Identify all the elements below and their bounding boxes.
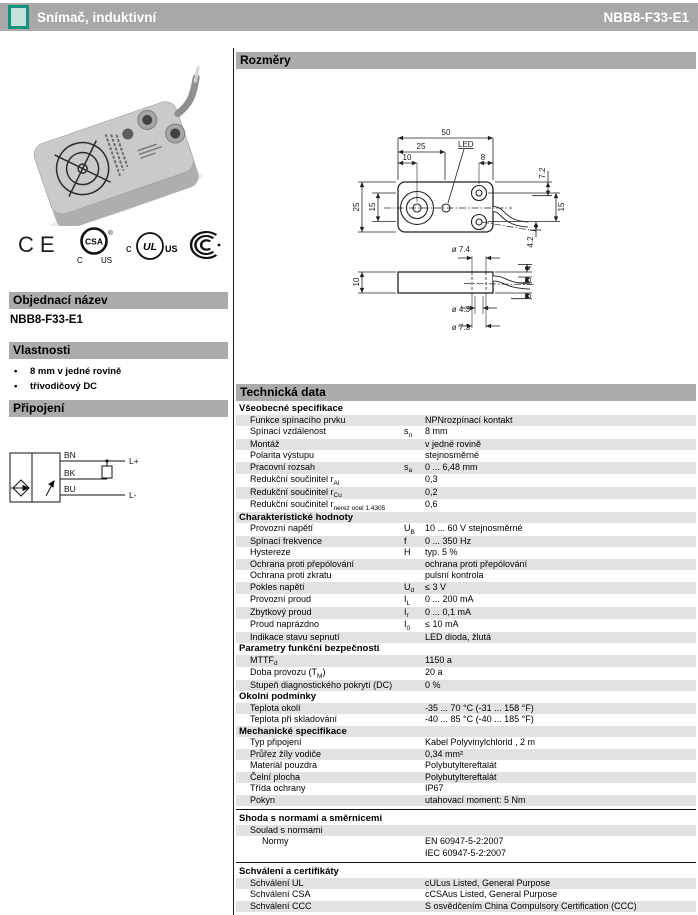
spec-row: Redukční součinitel $r_{Cu}$ 0,2 <box>236 487 696 500</box>
spec-row: Hystereze H typ. 5 % <box>250 547 458 557</box>
spec-section-row: Schválení a certifikáty <box>239 866 339 877</box>
column-divider <box>233 48 234 915</box>
features-list <box>10 364 225 394</box>
wire-bn-label: BN <box>64 450 76 460</box>
page-title: Snímač, induktivní <box>37 9 157 25</box>
dim-7-2: 7.2 <box>538 167 547 179</box>
dim-10-side: 10 <box>352 277 361 287</box>
spec-row: Teplota okolí -35 ... 70 °C (-31 ... 158 °F) <box>236 703 696 715</box>
dim-3b: 3 <box>524 293 533 299</box>
spec-row: Zbytkový proud $I_r$ 0 ... 0,1 mA <box>236 607 696 620</box>
spec-row: Třída ochrany IP67 <box>250 783 444 793</box>
spec-section-row: Okolní podmínky <box>239 691 317 702</box>
spec-row: Materiál pouzdra Polybutyltereftalát <box>250 760 497 770</box>
dim-25-left: 25 <box>352 202 361 212</box>
spec-row: Soulad s normami <box>236 825 696 837</box>
spec-row: Polarita výstupu stejnosměrné <box>250 450 480 460</box>
dim-50: 50 <box>441 128 451 137</box>
dim-25-top: 25 <box>416 142 426 151</box>
spec-row: Ochrana proti přepólování ochrana proti přepólování <box>236 559 696 571</box>
product-code: NBB8-F33-E1 <box>603 9 689 25</box>
spec-row: Proud naprázdno $I_0$ ≤ 10 mA <box>250 619 459 632</box>
spec-row: Pokyn utahovací moment: 5 Nm <box>236 795 696 807</box>
ul-mark-icon <box>123 230 179 264</box>
spec-row: Montáž v jedné rovině <box>236 439 696 451</box>
dim-dia-4-3: ø 4.3 <box>451 305 470 314</box>
dim-dia-7-3: ø 7.3 <box>451 323 470 332</box>
brand-logo-icon <box>8 5 29 29</box>
technical-table <box>236 403 696 912</box>
csa-mark-icon <box>72 226 118 266</box>
spec-row: Provozní proud $I_L$ 0 ... 200 mA <box>250 594 474 607</box>
wiring-diagram <box>8 445 158 513</box>
svg-text:UL: UL <box>143 241 157 253</box>
feature-item: • třívodičový DC <box>10 379 225 394</box>
spec-row: Schválení UL cULus Listed, General Purpose <box>236 878 696 890</box>
order-name: NBB8-F33-E1 <box>10 314 83 326</box>
dim-dia-7-4: ø 7.4 <box>451 245 470 254</box>
spec-row: Provozní napětí $U_B$ 10 ... 60 V stejnosměrné <box>250 523 523 536</box>
dim-4-2: 4.2 <box>526 236 535 248</box>
spec-row: Schválení CSA cCSAus Listed, General Purpose <box>250 889 558 899</box>
svg-text:CSA: CSA <box>85 236 103 247</box>
dim-8: 8 <box>480 153 486 162</box>
dimension-drawing <box>236 72 698 378</box>
spec-row: Průřez žíly vodiče 0,34 mm² <box>236 749 696 761</box>
product-photo <box>10 54 222 226</box>
dim-15-right: 15 <box>557 202 566 212</box>
order-name-header: Objednací název <box>9 292 228 309</box>
svg-text:c: c <box>126 243 132 255</box>
wire-bk-label: BK <box>64 468 76 478</box>
led-label: LED <box>458 140 474 149</box>
spec-section-row: Charakteristické hodnoty <box>236 512 696 524</box>
svg-text:US: US <box>101 256 113 265</box>
spec-row: Redukční součinitel $r_{Al}$ 0,3 <box>250 474 438 487</box>
connection-header: Připojení <box>9 400 228 417</box>
spec-row: $MTTF_d$ 1150 a <box>236 655 696 668</box>
ce-mark-icon: CE <box>18 232 61 257</box>
spec-section-row: Mechanické specifikace <box>236 726 696 738</box>
spec-row: Ochrana proti zkratu pulsní kontrola <box>250 570 484 580</box>
svg-text:US: US <box>165 244 178 254</box>
feature-item: • 8 mm v jedné rovině <box>10 364 225 379</box>
dim-3a: 3 <box>524 277 533 283</box>
spec-row: Stupeň diagnostického pokrytí (DC) 0 % <box>236 680 696 692</box>
dimension-lines <box>358 138 560 328</box>
spec-section-row: Všeobecné specifikace <box>239 403 344 414</box>
spec-row: Spínací vzdálenost $s_n$ 8 mm <box>250 426 448 439</box>
header-banner <box>0 3 698 31</box>
svg-text:C: C <box>77 256 83 265</box>
spec-row: Pokles napětí $U_d$ ≤ 3 V <box>236 582 696 595</box>
spec-row: Typ připojení Kabel Polyvinylchlorid , 2 m <box>250 737 536 747</box>
spec-section-row: Parametry funkční bezpečnosti <box>239 643 380 654</box>
ccc-mark-icon <box>182 230 230 262</box>
wire-bu-label: BU <box>64 484 76 494</box>
dim-4: 4 <box>524 265 533 271</box>
top-view <box>384 182 536 232</box>
spec-row: Čelní plocha Polybutyltereftalát <box>236 772 696 784</box>
spec-row: Pracovní rozsah $s_a$ 0 ... 6,48 mm <box>236 462 696 475</box>
spec-row: Doba provozu $(T_M)$ 20 a <box>250 667 443 680</box>
spec-row: Funkce spínacího prvku NPNrozpínací kontakt <box>236 415 696 427</box>
spec-row: Indikace stavu sepnutí LED dioda, žlutá <box>236 632 696 644</box>
certification-marks <box>10 226 226 270</box>
side-view <box>398 272 534 293</box>
spec-row: Spínací frekvence f 0 ... 350 Hz <box>236 536 696 548</box>
table-separator <box>236 809 696 810</box>
dim-10: 10 <box>402 153 412 162</box>
lminus-label: L- <box>129 490 137 500</box>
table-separator <box>236 862 696 863</box>
spec-row: Schválení CCC S osvědčením China Compulsory Certification (CCC) <box>236 901 696 913</box>
spec-row: Teplota při skladování -40 ... 85 °C (-40 ... 185 °F) <box>250 714 534 724</box>
spec-row: Normy EN 60947-5-2:2007 IEC 60947-5-2:2007 <box>262 836 507 858</box>
lplus-label: L+ <box>129 456 139 466</box>
spec-section-row: Shoda s normami a směrnicemi <box>239 813 383 824</box>
dim-15-left: 15 <box>368 202 377 212</box>
spec-row: Redukční součinitel $r_{nerez ocel 1.4305}$ 0,6 <box>250 499 438 512</box>
features-header: Vlastnosti <box>9 342 228 359</box>
svg-text:®: ® <box>108 230 113 237</box>
technical-data-header: Technická data <box>236 384 696 401</box>
dimensions-header: Rozměry <box>236 52 696 69</box>
